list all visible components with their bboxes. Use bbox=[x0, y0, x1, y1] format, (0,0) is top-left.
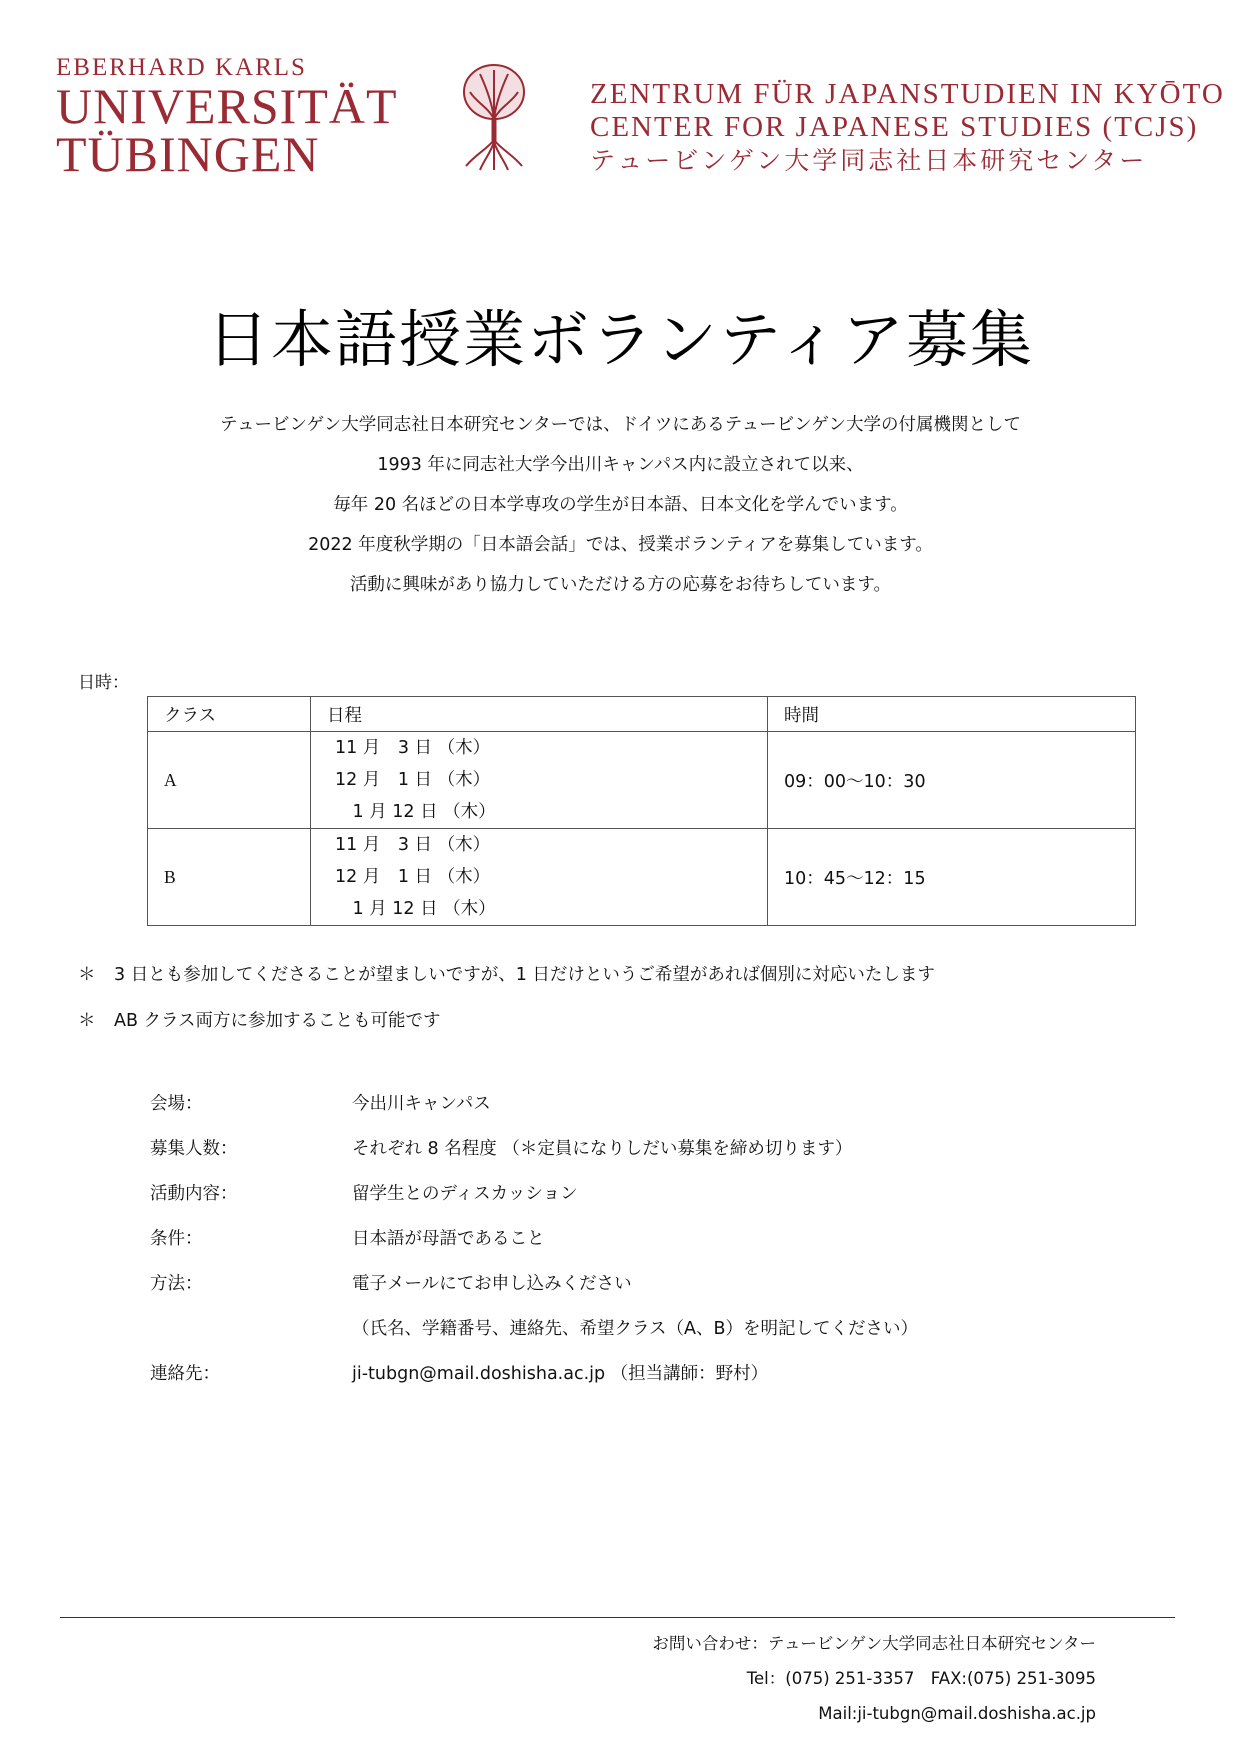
date-entry: 11 月 3 日 （木） bbox=[335, 738, 491, 758]
intro-line: 毎年 20 名ほどの日本学専攻の学生が日本語、日本文化を学んでいます。 bbox=[333, 495, 908, 515]
table-row bbox=[148, 829, 1136, 926]
footer-divider bbox=[60, 1617, 1175, 1618]
detail-value: 今出川キャンパス bbox=[352, 1094, 491, 1114]
university-line3: TÜBINGEN bbox=[56, 126, 320, 182]
detail-label: 会場： bbox=[150, 1094, 203, 1114]
date-entry: 11 月 3 日 （木） bbox=[335, 835, 491, 855]
center-name-german: ZENTRUM FÜR JAPANSTUDIEN IN KYŌTO bbox=[590, 78, 1225, 110]
detail-value: 日本語が母語であること bbox=[352, 1229, 545, 1249]
detail-method bbox=[150, 1260, 918, 1305]
note-mark: ＊ bbox=[78, 965, 96, 985]
class-cell: A bbox=[148, 732, 311, 829]
center-name-japanese: テュービンゲン大学同志社日本研究センター bbox=[590, 146, 1148, 175]
dates-cell bbox=[311, 829, 768, 926]
detail-contact bbox=[150, 1350, 918, 1395]
page-title: 日本語授業ボランティア募集 bbox=[206, 303, 1035, 376]
university-logo bbox=[56, 54, 416, 182]
footer-mail[interactable]: Mail:ji-tubgn@mail.doshisha.ac.jp bbox=[818, 1704, 1096, 1723]
detail-label: 募集人数： bbox=[150, 1139, 238, 1159]
schedule-label: 日時： bbox=[78, 673, 129, 693]
detail-label: 活動内容： bbox=[150, 1184, 238, 1204]
notes bbox=[78, 952, 935, 1044]
table-header-row bbox=[148, 697, 1136, 732]
intro-line: 活動に興味があり協力していただける方の応募をお待ちしています。 bbox=[349, 575, 892, 595]
note-text: 3 日とも参加してくださることが望ましいですが、1 日だけというご希望があれば個別に対応いたします bbox=[114, 965, 935, 985]
footer-inquiry: お問い合わせ：テュービンゲン大学同志社日本研究センター bbox=[652, 1634, 1096, 1653]
detail-condition bbox=[150, 1215, 918, 1260]
table-row bbox=[148, 732, 1136, 829]
intro-line: 1993 年に同志社大学今出川キャンパス内に設立されて以来、 bbox=[377, 455, 864, 475]
university-line1: EBERHARD KARLS bbox=[56, 54, 307, 81]
contact-email-link[interactable]: ji-tubgn@mail.doshisha.ac.jp （担当講師：野村） bbox=[352, 1364, 769, 1384]
detail-value: 電子メールにてお申し込みください bbox=[352, 1274, 632, 1294]
detail-value: （氏名、学籍番号、連絡先、希望クラス（A、B）を明記してください） bbox=[352, 1319, 918, 1339]
tree-logo-icon bbox=[458, 62, 530, 172]
detail-capacity bbox=[150, 1125, 918, 1170]
date-entry: 12 月 1 日 （木） bbox=[335, 867, 491, 887]
detail-label: 連絡先： bbox=[150, 1364, 220, 1384]
date-entry: 12 月 1 日 （木） bbox=[335, 770, 491, 790]
note-mark: ＊ bbox=[78, 1011, 96, 1031]
center-names bbox=[590, 78, 1230, 177]
header-time: 時間 bbox=[768, 697, 1136, 732]
time-cell: 10：45～12：15 bbox=[768, 829, 1136, 926]
university-line2: UNIVERSITÄT bbox=[56, 78, 398, 134]
detail-label: 条件： bbox=[150, 1229, 203, 1249]
dates-cell bbox=[311, 732, 768, 829]
date-entry: 1 月 12 日 （木） bbox=[335, 899, 496, 919]
note-item bbox=[78, 998, 935, 1044]
detail-label: 方法： bbox=[150, 1274, 203, 1294]
intro-line: テュービンゲン大学同志社日本研究センターでは、ドイツにあるテュービンゲン大学の付属機関として bbox=[220, 415, 1021, 435]
time-cell: 09：00～10：30 bbox=[768, 732, 1136, 829]
header-dates: 日程 bbox=[311, 697, 768, 732]
intro-line: 2022 年度秋学期の「日本語会話」では、授業ボランティアを募集しています。 bbox=[308, 535, 933, 555]
intro-text bbox=[0, 405, 1241, 605]
footer-tel-fax: Tel：(075) 251-3357 FAX:(075) 251-3095 bbox=[746, 1669, 1096, 1688]
header-class: クラス bbox=[148, 697, 311, 732]
footer bbox=[652, 1626, 1096, 1731]
note-text: AB クラス両方に参加することも可能です bbox=[114, 1011, 441, 1031]
date-entry: 1 月 12 日 （木） bbox=[335, 802, 496, 822]
detail-value: それぞれ 8 名程度 （＊定員になりしだい募集を締め切ります） bbox=[352, 1139, 853, 1159]
details-list bbox=[150, 1080, 918, 1395]
detail-method-note bbox=[150, 1305, 918, 1350]
detail-value: 留学生とのディスカッション bbox=[352, 1184, 578, 1204]
class-cell: B bbox=[148, 829, 311, 926]
detail-activity bbox=[150, 1170, 918, 1215]
schedule-table bbox=[147, 696, 1136, 926]
note-item bbox=[78, 952, 935, 998]
center-name-english: CENTER FOR JAPANESE STUDIES (TCJS) bbox=[590, 111, 1199, 143]
detail-venue bbox=[150, 1080, 918, 1125]
